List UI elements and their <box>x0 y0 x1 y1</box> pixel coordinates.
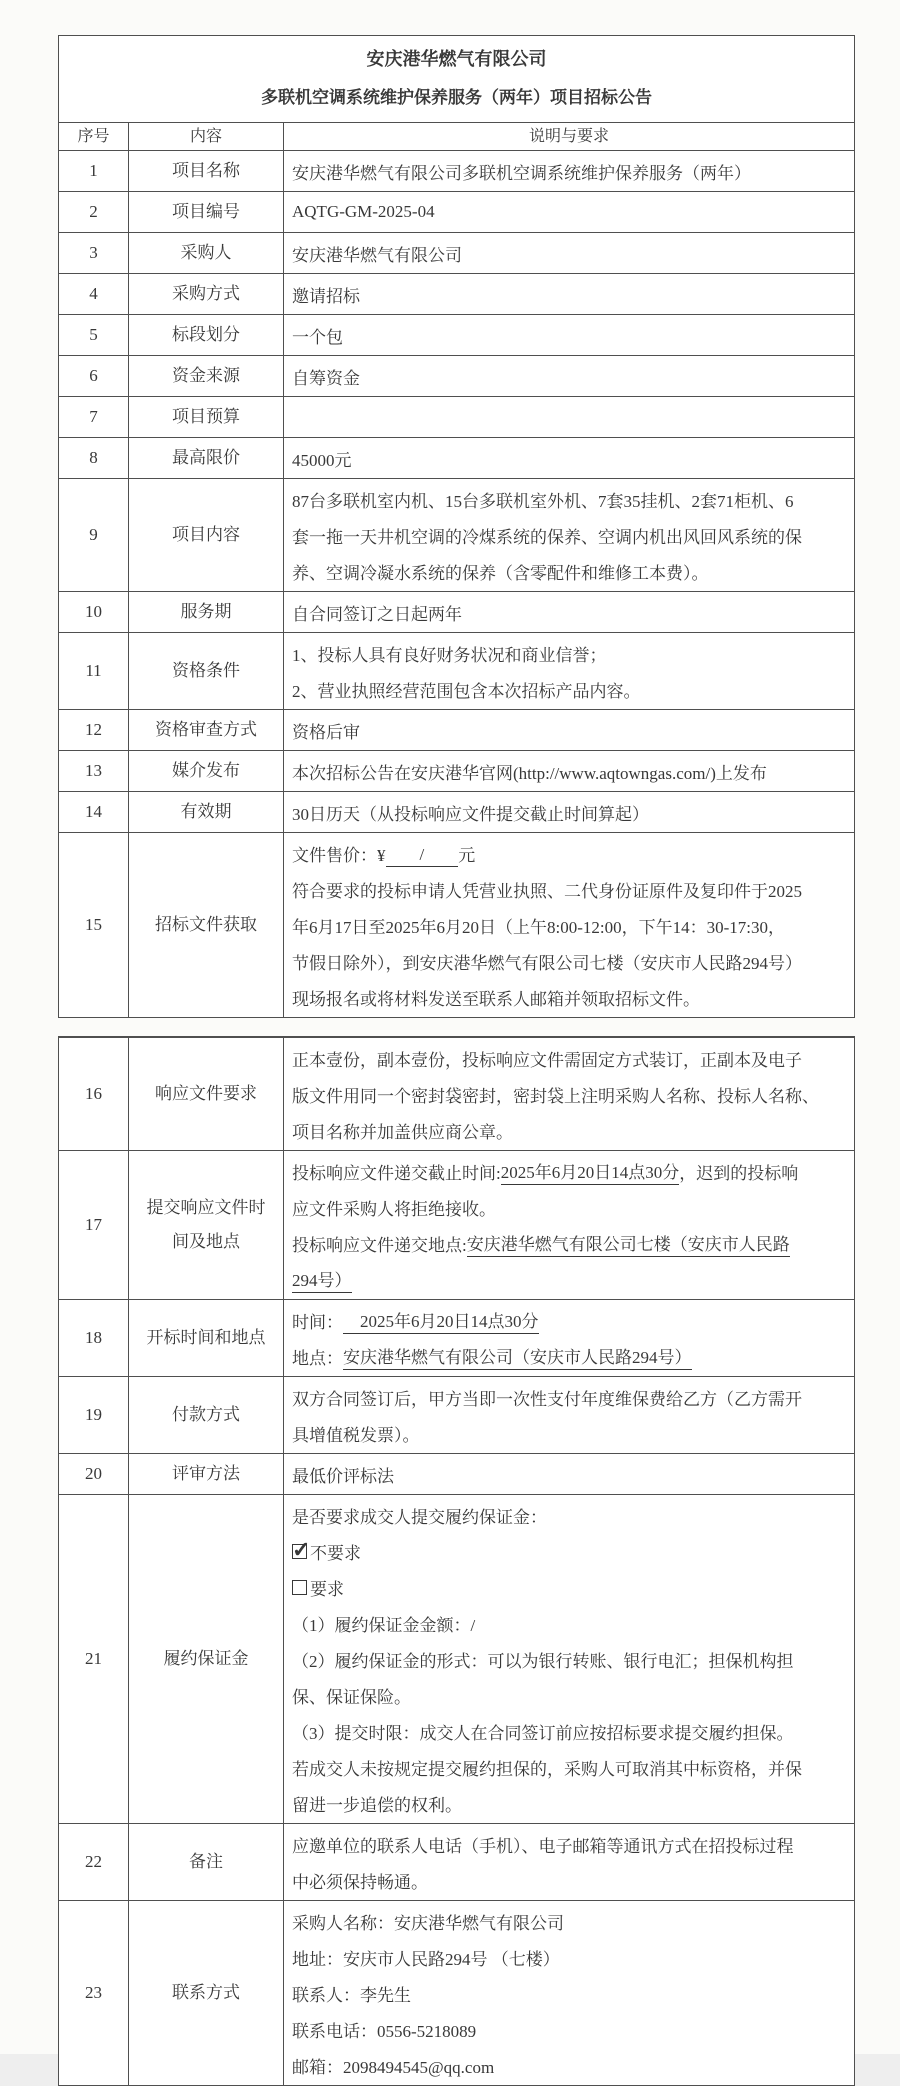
row-label: 项目预算 <box>129 397 284 437</box>
text-segment: 294号） <box>292 1266 352 1293</box>
text-segment: 地点： <box>292 1348 343 1368</box>
text-segment: 节假日除外），到安庆港华燃气有限公司七楼（安庆市人民路294号） <box>292 953 802 973</box>
text-line <box>292 1677 846 1713</box>
text-segment: 投标响应文件递交地点: <box>292 1235 467 1255</box>
row-label: 招标文件获取 <box>129 833 284 1017</box>
text-segment: 元 <box>458 845 476 865</box>
row-number: 6 <box>59 356 129 396</box>
text-segment: 安庆港华燃气有限公司（安庆市人民路294号） <box>343 1343 692 1370</box>
text-segment: 地址：安庆市人民路294号 （七楼） <box>292 1949 560 1969</box>
text-segment: 自筹资金 <box>292 368 360 388</box>
text-segment: （2）履约保证金的形式：可以为银行转账、银行电汇；担保机构担 <box>292 1651 794 1671</box>
text-segment: 留进一步追偿的权利。 <box>292 1795 462 1815</box>
row-description <box>284 356 854 396</box>
text-segment: 保、保证保险。 <box>292 1687 411 1707</box>
row-label: 采购人 <box>129 233 284 273</box>
text-line <box>292 1456 846 1492</box>
table-row-12 <box>59 709 854 750</box>
text-line <box>292 153 846 189</box>
text-line <box>292 440 846 476</box>
row-number: 3 <box>59 233 129 273</box>
row-number: 22 <box>59 1824 129 1900</box>
row-description <box>284 151 854 191</box>
text-segment: 2025年6月20日14点30分 <box>501 1158 680 1185</box>
row-description <box>284 792 854 832</box>
row-description <box>284 397 854 437</box>
row-number: 21 <box>59 1495 129 1823</box>
text-line <box>292 1040 846 1076</box>
text-segment: 30日历天（从投标响应文件提交截止时间算起） <box>292 804 649 824</box>
table-row-2 <box>59 191 854 232</box>
row-label: 资格条件 <box>129 633 284 709</box>
text-segment: 符合要求的投标申请人凭营业执照、二代身份证原件及复印件于2025 <box>292 881 802 901</box>
text-segment: 资格后审 <box>292 722 360 742</box>
row-label: 项目名称 <box>129 151 284 191</box>
text-line <box>292 1497 846 1533</box>
row-number: 15 <box>59 833 129 1017</box>
row-label: 项目编号 <box>129 192 284 232</box>
text-segment: 不要求 <box>310 1543 361 1563</box>
row-number: 2 <box>59 192 129 232</box>
text-segment: （1）履约保证金金额：/ <box>292 1615 476 1635</box>
checkbox-checked-icon <box>292 1544 307 1559</box>
row-number: 20 <box>59 1454 129 1494</box>
text-segment: 版文件用同一个密封袋密封，密封袋上注明采购人名称、投标人名称、 <box>292 1086 819 1106</box>
row-label: 项目内容 <box>129 479 284 591</box>
text-segment: 邀请招标 <box>292 286 360 306</box>
row-description <box>284 1824 854 1900</box>
checkbox-unchecked-icon <box>292 1580 307 1595</box>
text-line <box>292 1939 846 1975</box>
row-description <box>284 1495 854 1823</box>
row-description <box>284 1901 854 2085</box>
text-segment: 具增值税发票）。 <box>292 1425 420 1445</box>
row-number: 8 <box>59 438 129 478</box>
text-segment: 投标响应文件递交截止时间: <box>292 1163 501 1183</box>
row-number: 19 <box>59 1377 129 1453</box>
row-description <box>284 710 854 750</box>
text-segment: 年6月17日至2025年6月20日（上午8:00-12:00，下午14：30-17:30， <box>292 917 785 937</box>
row-label: 提交响应文件时间及地点 <box>129 1151 284 1299</box>
column-header-description: 说明与要求 <box>528 128 609 145</box>
row-number: 16 <box>59 1038 129 1150</box>
text-segment: 本次招标公告在安庆港华官网(http://www.aqtowngas.com/)上发布 <box>292 763 767 783</box>
table-row-16 <box>59 1037 854 1150</box>
text-segment: 是否要求成交人提交履约保证金： <box>292 1507 547 1527</box>
text-segment: 最低价评标法 <box>292 1466 394 1486</box>
row-description <box>284 192 854 232</box>
text-line <box>292 1076 846 1112</box>
text-line <box>292 1713 846 1749</box>
table-row-21 <box>59 1494 854 1823</box>
row-number: 12 <box>59 710 129 750</box>
text-line <box>292 399 846 435</box>
row-number: 1 <box>59 151 129 191</box>
row-description <box>284 438 854 478</box>
text-line <box>292 1826 846 1862</box>
row-description <box>284 479 854 591</box>
text-line <box>292 1749 846 1785</box>
column-header-index: 序号 <box>59 123 129 150</box>
row-number: 5 <box>59 315 129 355</box>
text-line <box>292 712 846 748</box>
text-line <box>292 943 846 979</box>
table-row-18 <box>59 1299 854 1376</box>
text-line <box>292 907 846 943</box>
text-line <box>292 1569 846 1605</box>
row-number: 13 <box>59 751 129 791</box>
table-row-22 <box>59 1823 854 1900</box>
row-description <box>284 833 854 1017</box>
text-line <box>292 1302 846 1338</box>
text-segment: 双方合同签订后，甲方当即一次性支付年度维保费给乙方（乙方需开 <box>292 1389 802 1409</box>
tender-document <box>58 35 855 2086</box>
row-number: 14 <box>59 792 129 832</box>
text-line <box>292 194 846 230</box>
row-description <box>284 1300 854 1376</box>
table-row-10 <box>59 591 854 632</box>
table-row-17 <box>59 1150 854 1299</box>
row-label: 服务期 <box>129 592 284 632</box>
text-line <box>292 1605 846 1641</box>
text-segment: 安庆港华燃气有限公司多联机空调系统维护保养服务（两年） <box>292 163 751 183</box>
row-number: 11 <box>59 633 129 709</box>
text-segment: 应文件采购人将拒绝接收。 <box>292 1199 496 1219</box>
row-description <box>284 592 854 632</box>
text-line <box>292 1533 846 1569</box>
text-line <box>292 1785 846 1821</box>
text-line <box>292 979 846 1015</box>
text-segment: 45000元 <box>292 450 352 470</box>
text-line <box>292 635 846 671</box>
row-description <box>284 1038 854 1150</box>
table-row-13 <box>59 750 854 791</box>
company-title: 安庆港华燃气有限公司 <box>366 49 547 69</box>
table-body-continued <box>59 1037 854 2085</box>
row-label: 采购方式 <box>129 274 284 314</box>
row-number: 18 <box>59 1300 129 1376</box>
text-line <box>292 317 846 353</box>
row-number: 23 <box>59 1901 129 2085</box>
text-segment: 邮箱：2098494545@qq.com <box>292 2057 495 2077</box>
text-line <box>292 1975 846 2011</box>
table-header-row <box>59 122 854 150</box>
row-description <box>284 1151 854 1299</box>
text-line <box>292 2011 846 2047</box>
table-row-14 <box>59 791 854 832</box>
table-row-7 <box>59 396 854 437</box>
text-segment: （3）提交时限：成交人在合同签订前应按招标要求提交履约担保。 <box>292 1723 794 1743</box>
text-segment: 养、空调冷凝水系统的保养（含零配件和维修工本费）。 <box>292 563 709 583</box>
text-segment: 一个包 <box>292 327 343 347</box>
row-number: 10 <box>59 592 129 632</box>
text-segment: 时间： <box>292 1312 343 1332</box>
text-line <box>292 671 846 707</box>
table-body-main <box>59 150 854 1017</box>
row-description <box>284 1454 854 1494</box>
text-line <box>292 1903 846 1939</box>
table-row-8 <box>59 437 854 478</box>
text-line <box>292 1261 846 1297</box>
row-label: 响应文件要求 <box>129 1038 284 1150</box>
table-row-6 <box>59 355 854 396</box>
document-title: 多联机空调系统维护保养服务（两年）项目招标公告 <box>261 88 652 107</box>
row-label: 媒介发布 <box>129 751 284 791</box>
text-line <box>292 1153 846 1189</box>
row-label: 开标时间和地点 <box>129 1300 284 1376</box>
text-line <box>292 481 846 517</box>
table-row-20 <box>59 1453 854 1494</box>
text-segment: 正本壹份，副本壹份，投标响应文件需固定方式装订，正副本及电子 <box>292 1050 802 1070</box>
table-row-23 <box>59 1900 854 2085</box>
text-segment: 自合同签订之日起两年 <box>292 604 462 624</box>
text-line <box>292 553 846 589</box>
row-label: 标段划分 <box>129 315 284 355</box>
text-line <box>292 753 846 789</box>
text-segment: 应邀单位的联系人电话（手机）、电子邮箱等通讯方式在招投标过程 <box>292 1836 794 1856</box>
table-row-5 <box>59 314 854 355</box>
text-segment: 联系人：李先生 <box>292 1985 411 2005</box>
tender-table-main <box>58 35 855 1018</box>
text-line <box>292 2047 846 2083</box>
row-label: 备注 <box>129 1824 284 1900</box>
row-description <box>284 315 854 355</box>
text-segment: 文件售价：¥ <box>292 845 386 865</box>
text-line <box>292 1112 846 1148</box>
title-cell <box>59 36 854 122</box>
row-number: 9 <box>59 479 129 591</box>
text-segment: 1、投标人具有良好财务状况和商业信誉； <box>292 645 607 665</box>
row-label: 最高限价 <box>129 438 284 478</box>
text-segment: 项目名称并加盖供应商公章。 <box>292 1122 513 1142</box>
text-segment: 2025年6月20日14点30分 <box>343 1307 539 1334</box>
text-line <box>292 1225 846 1261</box>
text-line <box>292 1379 846 1415</box>
row-label: 履约保证金 <box>129 1495 284 1823</box>
text-line <box>292 594 846 630</box>
text-segment: 采购人名称：安庆港华燃气有限公司 <box>292 1913 564 1933</box>
text-line <box>292 1338 846 1374</box>
table-row-15 <box>59 832 854 1017</box>
row-label: 资金来源 <box>129 356 284 396</box>
text-line <box>292 1189 846 1225</box>
row-number: 17 <box>59 1151 129 1299</box>
tender-table-continued <box>58 1036 855 2086</box>
text-line <box>292 1641 846 1677</box>
text-segment: 中必须保持畅通。 <box>292 1872 428 1892</box>
row-description <box>284 751 854 791</box>
text-segment: 要求 <box>310 1579 344 1599</box>
row-number: 7 <box>59 397 129 437</box>
text-line <box>292 235 846 271</box>
text-segment: 现场报名或将材料发送至联系人邮箱并领取招标文件。 <box>292 989 700 1009</box>
row-number: 4 <box>59 274 129 314</box>
text-segment: AQTG-GM-2025-04 <box>292 202 435 221</box>
text-line <box>292 835 846 871</box>
row-label: 付款方式 <box>129 1377 284 1453</box>
text-segment: 联系电话：0556-5218089 <box>292 2021 477 2041</box>
text-line <box>292 871 846 907</box>
text-line <box>292 794 846 830</box>
row-label: 联系方式 <box>129 1901 284 2085</box>
table-row-3 <box>59 232 854 273</box>
row-description <box>284 1377 854 1453</box>
row-label: 资格审查方式 <box>129 710 284 750</box>
table-row-1 <box>59 150 854 191</box>
row-label: 评审方法 <box>129 1454 284 1494</box>
column-header-item: 内容 <box>129 123 284 150</box>
text-segment: 若成交人未按规定提交履约担保的，采购人可取消其中标资格，并保 <box>292 1759 802 1779</box>
text-line <box>292 276 846 312</box>
table-row-9 <box>59 478 854 591</box>
row-label: 有效期 <box>129 792 284 832</box>
text-segment: ，迟到的投标响 <box>679 1163 799 1183</box>
text-segment: 安庆港华燃气有限公司 <box>292 245 462 265</box>
text-line <box>292 358 846 394</box>
text-segment: 87台多联机室内机、15台多联机室外机、7套35挂机、2套71柜机、6 <box>292 491 794 511</box>
text-segment: 2、营业执照经营范围包含本次招标产品内容。 <box>292 681 641 701</box>
text-segment: 套一拖一天井机空调的冷煤系统的保养、空调内机出风回风系统的保 <box>292 527 802 547</box>
table-row-11 <box>59 632 854 709</box>
table-row-19 <box>59 1376 854 1453</box>
row-description <box>284 233 854 273</box>
text-segment: / <box>386 840 459 867</box>
text-segment: 安庆港华燃气有限公司七楼（安庆市人民路 <box>467 1230 790 1257</box>
text-line <box>292 1415 846 1451</box>
table-row-4 <box>59 273 854 314</box>
row-description <box>284 274 854 314</box>
row-description <box>284 633 854 709</box>
text-line <box>292 1862 846 1898</box>
text-line <box>292 517 846 553</box>
